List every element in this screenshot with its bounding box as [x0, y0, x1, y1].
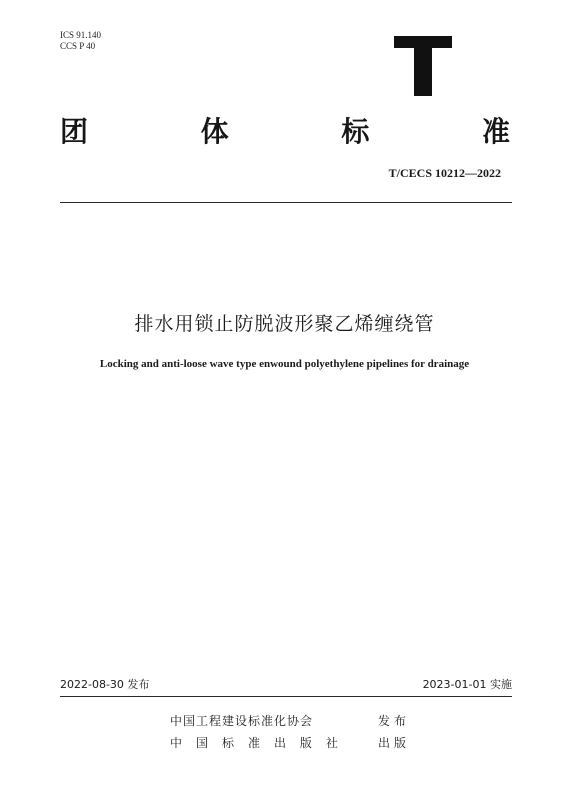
press-name — [170, 734, 338, 751]
press-name-char: 中 — [170, 736, 183, 750]
press-name-char: 社 — [325, 736, 338, 750]
standard-type-char: 体 — [200, 115, 229, 148]
title-english: Locking and anti-loose wave type enwound polyethylene pipelines for drainage — [99, 358, 470, 370]
standard-type-char: 标 — [341, 115, 370, 148]
logo-letter — [394, 36, 452, 96]
ccs-code: CCS P 40 — [60, 41, 96, 51]
standard-type-heading — [60, 112, 510, 148]
implementation-date: 2023-01-01 实施 — [422, 678, 512, 691]
issuer-name: 中国工程建设标准化协会 — [170, 714, 314, 728]
press-name-char: 版 — [299, 736, 312, 750]
top-divider — [60, 202, 512, 203]
press-name-char: 国 — [195, 736, 208, 750]
bottom-divider — [60, 696, 512, 697]
t-standard-logo — [394, 36, 452, 96]
ics-code: ICS 91.140 — [60, 30, 102, 40]
standard-number: T/CECS 10212—2022 — [388, 166, 501, 180]
issue-date: 2022-08-30 发布 — [60, 678, 150, 691]
classification-codes — [60, 30, 101, 52]
standard-type-char: 团 — [60, 115, 89, 148]
press-name-char: 出 — [273, 736, 286, 750]
title-chinese: 排水用锁止防脱波形聚乙烯缠绕管 — [134, 313, 435, 335]
issuer-row — [170, 712, 410, 729]
standard-type-char: 准 — [481, 115, 510, 148]
press-action: 出版 — [377, 736, 410, 750]
press-row — [170, 734, 410, 751]
press-name-char: 准 — [247, 736, 260, 750]
press-name-char: 标 — [221, 736, 234, 750]
issuer-action: 发布 — [377, 714, 410, 728]
